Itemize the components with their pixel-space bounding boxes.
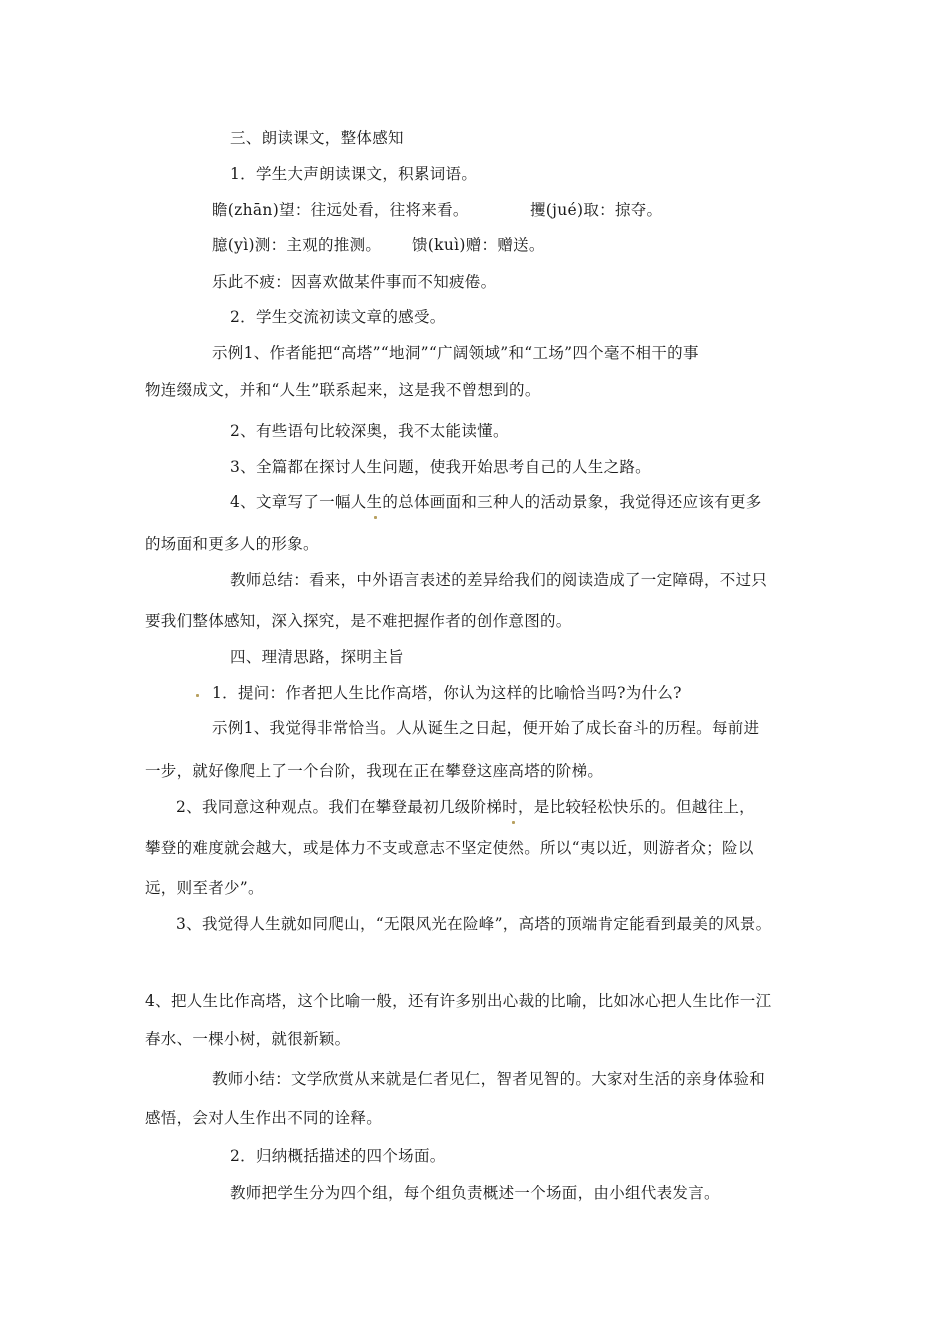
scan-mark bbox=[512, 821, 515, 824]
example4-line2: 的场面和更多人的形象。 bbox=[145, 535, 319, 553]
section3-item2: 2．学生交流初读文章的感受。 bbox=[230, 308, 446, 326]
scan-mark bbox=[374, 516, 377, 519]
vocab-jueqi: 攫(jué)取：掠夺。 bbox=[530, 201, 663, 219]
question2-description: 教师把学生分为四个组，每个组负责概述一个场面，由小组代表发言。 bbox=[230, 1184, 720, 1202]
scan-mark bbox=[196, 694, 199, 697]
teacher-summary-line1: 教师总结：看来，中外语言表述的差异给我们的阅读造成了一定障碍，不过只 bbox=[230, 571, 768, 589]
vocab-lecibupi: 乐此不疲：因喜欢做某件事而不知疲倦。 bbox=[212, 273, 497, 291]
section3-heading: 三、朗读课文，整体感知 bbox=[230, 129, 404, 147]
question1: 1．提问：作者把人生比作高塔，你认为这样的比喻恰当吗?为什么? bbox=[212, 684, 682, 702]
answer2-line2: 攀登的难度就会越大，或是体力不支或意志不坚定使然。所以“夷以近，则游者众；险以 bbox=[145, 839, 754, 857]
teacher-note-line1: 教师小结：文学欣赏从来就是仁者见仁，智者见智的。大家对生活的亲身体验和 bbox=[212, 1070, 766, 1088]
example4-line1: 4、文章写了一幅人生的总体画面和三种人的活动景象，我觉得还应该有更多 bbox=[230, 493, 762, 511]
vocab-zhanwang: 瞻(zhān)望：往远处看，往将来看。 bbox=[212, 201, 469, 219]
teacher-summary-line2: 要我们整体感知，深入探究，是不难把握作者的创作意图的。 bbox=[145, 612, 572, 630]
example1-line1: 示例1、作者能把“高塔”“地洞”“广阔领域”和“工场”四个毫不相干的事 bbox=[212, 344, 699, 362]
example2: 2、有些语句比较深奥，我不太能读懂。 bbox=[230, 422, 509, 440]
teacher-note-line2: 感悟，会对人生作出不同的诠释。 bbox=[145, 1109, 383, 1127]
example1-line2: 物连缀成文，并和“人生”联系起来，这是我不曾想到的。 bbox=[145, 381, 541, 399]
answer1-line2: 一步，就好像爬上了一个台阶，我现在正在攀登这座高塔的阶梯。 bbox=[145, 762, 604, 780]
answer3: 3、我觉得人生就如同爬山，“无限风光在险峰”，高塔的顶端肯定能看到最美的风景。 bbox=[176, 915, 772, 933]
section3-item1: 1．学生大声朗读课文，积累词语。 bbox=[230, 165, 478, 183]
answer4-line1: 4、把人生比作高塔，这个比喻一般，还有许多别出心裁的比喻，比如冰心把人生比作一江 bbox=[145, 992, 772, 1010]
answer2-line1: 2、我同意这种观点。我们在攀登最初几级阶梯时，是比较轻松快乐的。但越往上， bbox=[176, 798, 755, 816]
vocab-yice: 臆(yì)测：主观的推测。 bbox=[212, 236, 382, 254]
section4-heading: 四、理清思路，探明主旨 bbox=[230, 648, 404, 666]
answer2-line3: 远，则至者少”。 bbox=[145, 879, 264, 897]
answer1-line1: 示例1、我觉得非常恰当。人从诞生之日起，便开始了成长奋斗的历程。每前进 bbox=[212, 719, 760, 737]
answer4-line2: 春水、一棵小树，就很新颖。 bbox=[145, 1030, 351, 1048]
question2: 2．归纳概括描述的四个场面。 bbox=[230, 1147, 446, 1165]
example3: 3、全篇都在探讨人生问题，使我开始思考自己的人生之路。 bbox=[230, 458, 651, 476]
vocab-kuizeng: 馈(kuì)赠：赠送。 bbox=[412, 236, 545, 254]
